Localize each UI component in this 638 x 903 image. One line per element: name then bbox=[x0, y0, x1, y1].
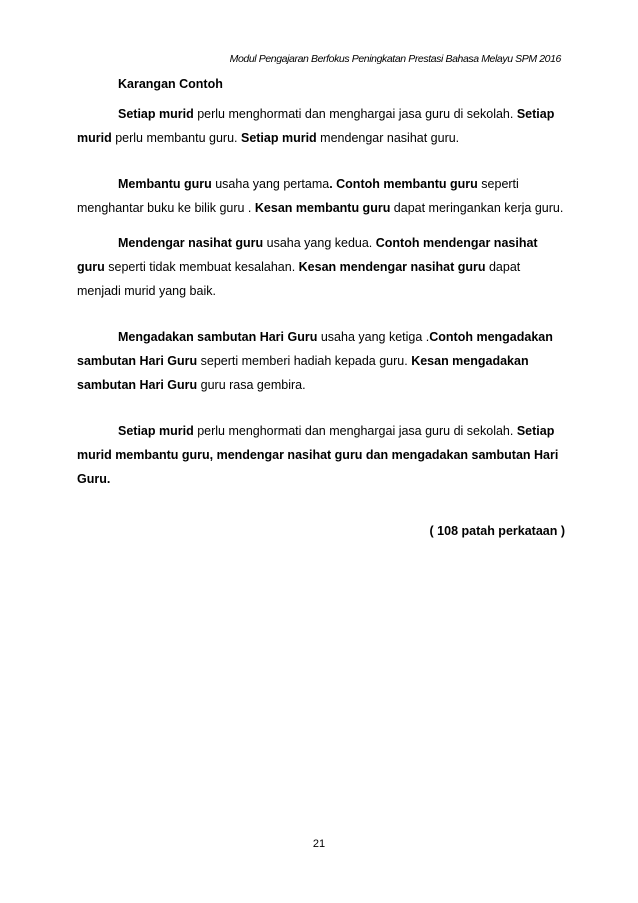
paragraph-intro bbox=[77, 102, 565, 150]
text-run: usaha yang ketiga . bbox=[317, 330, 430, 344]
word-count: ( 108 patah perkataan ) bbox=[429, 524, 565, 538]
page-number: 21 bbox=[312, 838, 326, 850]
bold-phrase: Mengadakan sambutan Hari Guru bbox=[118, 330, 318, 344]
page-header: Modul Pengajaran Berfokus Peningkatan Prestasi Bahasa Melayu SPM 2016 bbox=[229, 53, 561, 65]
essay-body bbox=[77, 72, 565, 543]
bold-phrase: Kesan mengadakan sambutan Hari Guru bbox=[77, 354, 529, 392]
text-run: seperti menghantar buku ke bilik guru . bbox=[77, 177, 519, 215]
bold-phrase: Kesan mendengar nasihat guru bbox=[298, 260, 486, 274]
text-run: dapat menjadi murid yang baik. bbox=[77, 260, 521, 298]
bold-phrase: Setiap murid bbox=[240, 131, 317, 145]
text-run: usaha yang kedua. bbox=[263, 236, 376, 250]
text-run: perlu menghormati dan menghargai jasa guru di sekolah. bbox=[193, 107, 517, 121]
text-run: guru rasa gembira. bbox=[197, 378, 306, 392]
bold-phrase: Setiap murid bbox=[77, 107, 555, 145]
text-run: usaha yang pertama bbox=[211, 177, 330, 191]
text-run: perlu membantu guru. bbox=[111, 131, 241, 145]
text-run: seperti memberi hadiah kepada guru. bbox=[197, 354, 412, 368]
bold-phrase: Membantu guru bbox=[118, 177, 212, 191]
bold-phrase: Contoh mendengar nasihat guru bbox=[77, 236, 538, 274]
bold-phrase: Setiap murid bbox=[118, 424, 194, 438]
text-run: seperti tidak membuat kesalahan. bbox=[104, 260, 299, 274]
paragraph-point-3 bbox=[77, 325, 565, 397]
paragraph-point-1 bbox=[77, 172, 565, 220]
bold-phrase: Setiap murid bbox=[118, 107, 194, 121]
text-run: dapat meringankan kerja guru. bbox=[390, 201, 564, 215]
text-run: perlu menghormati dan menghargai jasa guru di sekolah. bbox=[193, 424, 517, 438]
bold-phrase: Setiap murid membantu guru, mendengar nasihat guru dan mengadakan sambutan Hari Guru. bbox=[77, 424, 559, 486]
paragraph-conclusion bbox=[77, 419, 565, 491]
text-run: mendengar nasihat guru. bbox=[316, 131, 460, 145]
bold-phrase: . Contoh membantu guru bbox=[329, 177, 478, 191]
bold-phrase: Kesan membantu guru bbox=[254, 201, 391, 215]
essay-title: Karangan Contoh bbox=[118, 77, 223, 91]
bold-phrase: Mendengar nasihat guru bbox=[118, 236, 264, 250]
paragraph-point-2 bbox=[77, 231, 565, 303]
bold-phrase: Contoh mengadakan sambutan Hari Guru bbox=[77, 330, 553, 368]
